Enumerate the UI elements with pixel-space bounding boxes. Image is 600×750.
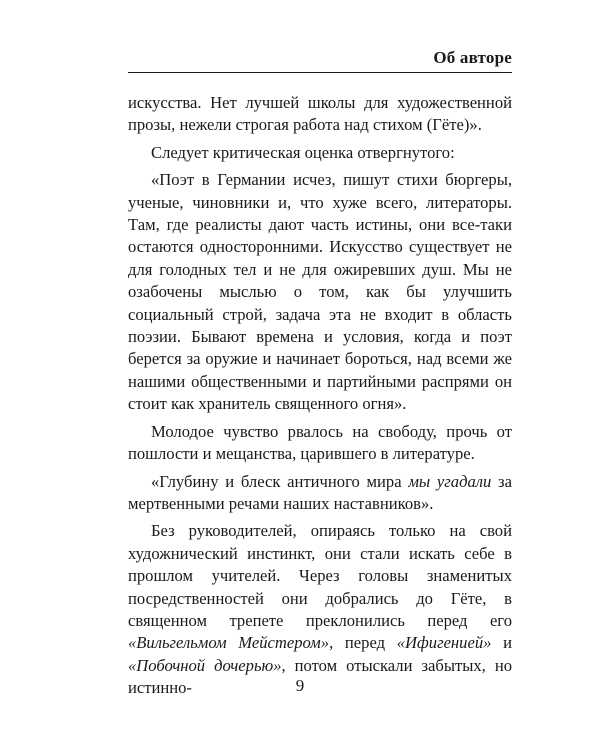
paragraph-6-title-natural-daughter: «Побочной дочерью»	[128, 655, 282, 675]
paragraph-6	[128, 520, 512, 699]
running-title: Об авторе	[433, 48, 512, 67]
paragraph-6-text-1: Без руководителей, опираясь только на свой художнический инстинкт, они стали искать себе в прошлом учителей. Через головы знаменитых посредственностей они добрались до Гёте, в священном трепете преклонились перед его	[128, 521, 512, 630]
paragraph-5-quote	[128, 471, 512, 516]
paragraph-6-title-wilhelm-meister: «Вильгельмом Мейстером»	[128, 633, 330, 653]
paragraph-6-text-3: и	[491, 633, 512, 653]
page-number: 9	[295, 676, 305, 695]
body-text	[128, 92, 512, 700]
paragraph-4: Молодое чувство рвалось на свободу, прочь от пошлости и мещанства, царившего в литературе.	[128, 421, 512, 464]
paragraph-6-title-iphigenie: «Ифигенией»	[396, 633, 492, 653]
header-rule	[128, 72, 512, 73]
paragraph-6-text-4: , потом отыскали забытых, но истинно-	[128, 655, 513, 698]
paragraph-5-text-before: «Глубину и блеск античного мира	[151, 471, 409, 491]
paragraph-5-emphasis: мы угадали	[408, 471, 492, 491]
paragraph-3-quote: «Поэт в Германии исчез, пишут стихи бюргеры, ученые, чиновники и, что хуже всего, литераторы. Там, где реалисты дают часть истины, они все-таки остаются односторонними. Искусство существует не для голодных тел и не для ожиревших душ. Мы не озабочены мыслью о том, как бы улучшить социальный строй, задача эта не входит в область поэзии. Бывают времена и условия, когда и поэт берется за оружие и начинает бороться, над всеми же нашими общественными и партийными распрями он стоит как хранитель священного огня».	[128, 170, 512, 414]
paragraph-5-text-after: за мертвенными речами наших наставников».	[128, 471, 512, 513]
paragraph-6-text-2: , перед	[329, 633, 397, 653]
paragraph-1: искусства. Нет лучшей школы для художественной прозы, нежели строгая работа над стихом (Гёте)».	[128, 93, 512, 135]
paragraph-2: Следует критическая оценка отвергнутого:	[151, 142, 455, 162]
